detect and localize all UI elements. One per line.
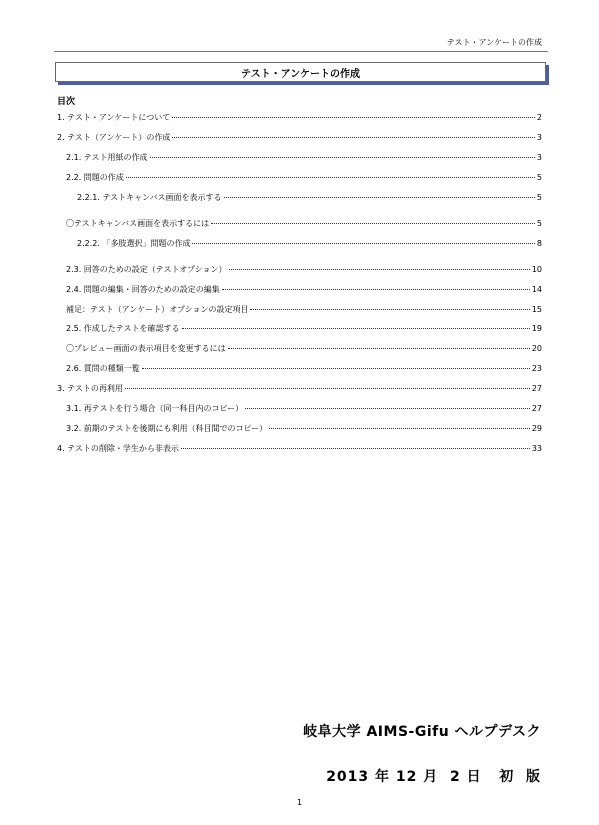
toc-entry-label: 3.2. 前期のテストを後期にも利用（科目間でのコピー） <box>66 424 268 433</box>
toc-entry-label: 〇テストキャンバス画面を表示するには <box>66 219 210 228</box>
toc-entry-page: 27 <box>531 384 542 393</box>
toc-entry-page: 19 <box>531 324 542 333</box>
toc-entry[interactable] <box>66 404 542 414</box>
document-title-text: テスト・アンケートの作成 <box>241 68 360 80</box>
header-rule <box>54 51 548 52</box>
toc-leader <box>222 289 530 290</box>
toc-entry-label: 2.1. テスト用紙の作成 <box>66 153 148 162</box>
toc-leader <box>269 428 530 429</box>
toc-entry[interactable] <box>57 133 542 143</box>
page-number: 1 <box>296 798 303 807</box>
toc-entry-page: 27 <box>531 404 542 413</box>
toc-entry-label: 2.2.2. 「多肢選択」問題の作成 <box>77 239 191 248</box>
toc-entry-page: 8 <box>536 239 542 248</box>
toc-leader <box>172 117 535 118</box>
toc-leader <box>182 328 530 329</box>
toc-entry[interactable] <box>66 265 542 275</box>
toc-entry[interactable] <box>57 113 542 123</box>
edition-date: 2013 年 12 月 2 日 初 版 <box>326 769 541 785</box>
toc-entry-label: 2.6. 質問の種類一覧 <box>66 364 140 373</box>
toc-entry-page: 29 <box>531 424 542 433</box>
toc-entry-page: 3 <box>536 133 542 142</box>
toc-leader <box>224 197 535 198</box>
organization-name: 岐阜大学 AIMS-Gifu ヘルプデスク <box>303 724 541 740</box>
toc-entry-label: 3.1. 再テストを行う場合（同一科目内のコピー） <box>66 404 244 413</box>
document-title <box>55 62 546 82</box>
toc-entry-page: 15 <box>531 305 542 314</box>
toc-entry-page: 10 <box>531 265 542 274</box>
toc-entry-label: 2.2. 問題の作成 <box>66 173 124 182</box>
toc-entry-page: 3 <box>536 153 542 162</box>
running-header: テスト・アンケートの作成 <box>446 38 542 47</box>
toc-entry[interactable] <box>66 305 542 315</box>
toc-entry-page: 5 <box>536 193 542 202</box>
toc-leader <box>228 348 530 349</box>
toc-entry-page: 2 <box>536 113 542 122</box>
toc-entry[interactable] <box>66 364 542 374</box>
toc-entry-page: 5 <box>536 173 542 182</box>
toc-leader <box>172 137 535 138</box>
toc-entry-page: 20 <box>531 344 542 353</box>
toc-leader <box>181 448 530 449</box>
toc-entry[interactable] <box>66 324 542 334</box>
toc-leader <box>150 157 535 158</box>
toc-entry-label: 2. テスト（アンケート）の作成 <box>57 133 171 142</box>
toc-leader <box>245 408 530 409</box>
toc-entry-label: 補足：テスト（アンケート）オプションの設定項目 <box>66 305 249 314</box>
toc-entry-page: 14 <box>531 285 542 294</box>
toc-entry-label: 3. テストの再利用 <box>57 384 123 393</box>
toc-entry-label: 2.2.1. テストキャンバス画面を表示する <box>77 193 222 202</box>
toc-leader <box>142 368 530 369</box>
toc-heading: 目次 <box>57 97 76 107</box>
toc-entry[interactable] <box>66 424 542 434</box>
toc-entry-label: 〇プレビュー画面の表示項目を変更するには <box>66 344 226 353</box>
toc-entry-label: 1. テスト・アンケートについて <box>57 113 171 122</box>
toc-leader <box>211 223 535 224</box>
toc-leader <box>229 269 530 270</box>
toc-leader <box>250 309 529 310</box>
toc-entry-page: 5 <box>536 219 542 228</box>
toc-entry[interactable] <box>57 384 542 394</box>
toc-entry[interactable] <box>57 444 542 454</box>
toc-leader <box>126 177 535 178</box>
toc-leader <box>125 388 530 389</box>
toc-entry-label: 4. テストの削除・学生から非表示 <box>57 444 179 453</box>
toc-entry-label: 2.3. 回答のための設定（テストオプション） <box>66 265 227 274</box>
toc-entry[interactable] <box>66 285 542 295</box>
toc-entry[interactable] <box>66 219 542 229</box>
toc-leader <box>192 243 534 244</box>
toc-entry[interactable] <box>66 173 542 183</box>
toc-entry-page: 33 <box>531 444 542 453</box>
toc-entry-label: 2.5. 作成したテストを確認する <box>66 324 180 333</box>
toc-entry[interactable] <box>77 193 542 203</box>
toc-entry-page: 23 <box>531 364 542 373</box>
toc-entry[interactable] <box>66 344 542 354</box>
toc-entry-label: 2.4. 問題の編集・回答のための設定の編集 <box>66 285 220 294</box>
toc-entry[interactable] <box>77 239 542 249</box>
toc-entry[interactable] <box>66 153 542 163</box>
